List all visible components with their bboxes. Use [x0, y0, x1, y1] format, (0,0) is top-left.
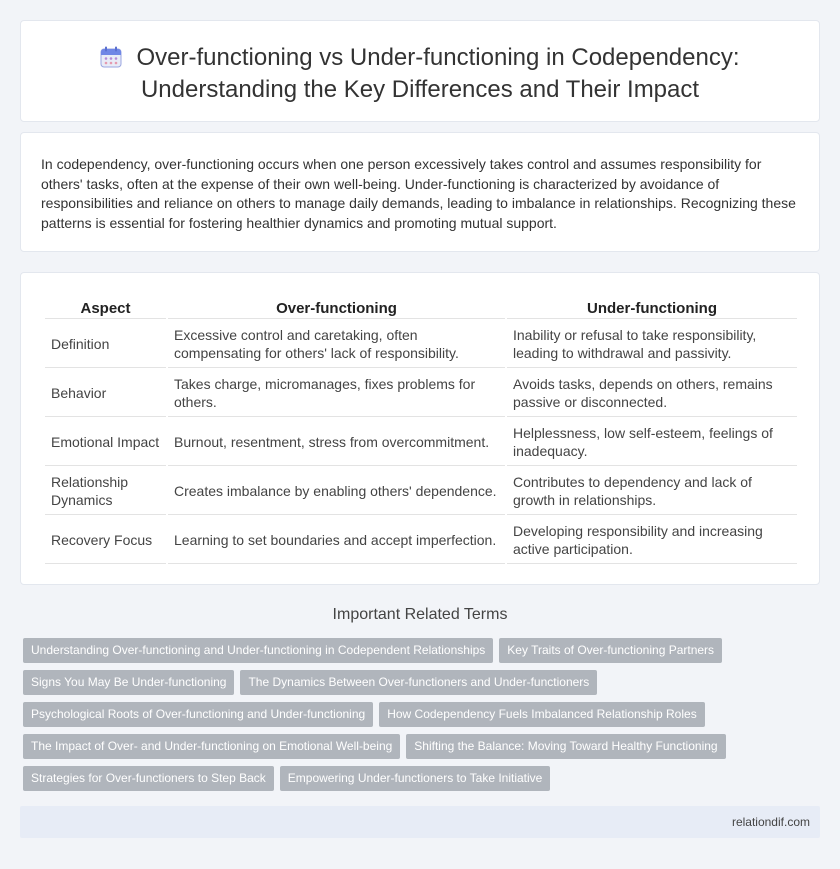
- table-row: [45, 515, 797, 564]
- tag-row: [23, 702, 803, 734]
- over-cell: Creates imbalance by enabling others' dependence.: [168, 466, 505, 515]
- related-term-link[interactable]: Psychological Roots of Over-functioning and Under-functioning: [23, 702, 373, 727]
- footer: [20, 806, 820, 838]
- page-title: [21, 43, 819, 104]
- related-term-link[interactable]: The Impact of Over- and Under-functioning on Emotional Well-being: [23, 734, 400, 759]
- tag-row: [23, 670, 803, 702]
- footer-site-link[interactable]: relationdif.com: [731, 815, 810, 829]
- table-row: [45, 368, 797, 417]
- calendar-icon: [100, 46, 122, 75]
- table-header-row: [45, 295, 797, 319]
- header-under-functioning: Under-functioning: [507, 295, 797, 319]
- related-term-link[interactable]: Signs You May Be Under-functioning: [23, 670, 234, 695]
- related-term-link[interactable]: Empowering Under-functioners to Take Initiative: [280, 766, 551, 791]
- related-terms-heading: Important Related Terms: [332, 606, 508, 623]
- title-line-2: Understanding the Key Differences and Their Impact: [140, 76, 700, 103]
- aspect-cell: Emotional Impact: [45, 417, 166, 466]
- table-row: [45, 417, 797, 466]
- under-cell: Avoids tasks, depends on others, remains passive or disconnected.: [507, 368, 797, 417]
- under-cell: Contributes to dependency and lack of growth in relationships.: [507, 466, 797, 515]
- related-term-link[interactable]: How Codependency Fuels Imbalanced Relationship Roles: [379, 702, 705, 727]
- header-aspect: Aspect: [45, 295, 166, 319]
- related-term-link[interactable]: Understanding Over-functioning and Under-functioning in Codependent Relationships: [23, 638, 493, 663]
- intro-paragraph: In codependency, over-functioning occurs when one person excessively takes control and assumes responsibility for others' tasks, often at the expense of their own well-being. Under-functioning is characterized by avoidance of responsibilities and reliance on others to manage daily demands, leading to imbalance in relationships. Recognizing these patterns is essential for fostering healthier dynamics and promoting mutual support.: [41, 156, 796, 231]
- related-term-link[interactable]: Shifting the Balance: Moving Toward Healthy Functioning: [406, 734, 725, 759]
- comparison-table: [43, 295, 799, 564]
- tag-row: [23, 766, 803, 798]
- header-over-functioning: Over-functioning: [168, 295, 505, 319]
- aspect-cell: Behavior: [45, 368, 166, 417]
- intro-card: [20, 132, 820, 252]
- over-cell: Excessive control and caretaking, often compensating for others' lack of responsibility.: [168, 319, 505, 368]
- related-term-link[interactable]: Strategies for Over-functioners to Step Back: [23, 766, 274, 791]
- title-line-1: Over-functioning vs Under-functioning in Codependency:: [136, 44, 740, 71]
- over-cell: Takes charge, micromanages, fixes problems for others.: [168, 368, 505, 417]
- comparison-card: [20, 272, 820, 585]
- tag-row: [23, 734, 803, 766]
- under-cell: Developing responsibility and increasing active participation.: [507, 515, 797, 564]
- aspect-cell: Recovery Focus: [45, 515, 166, 564]
- under-cell: Helplessness, low self-esteem, feelings of inadequacy.: [507, 417, 797, 466]
- over-cell: Learning to set boundaries and accept imperfection.: [168, 515, 505, 564]
- title-card: [20, 20, 820, 122]
- under-cell: Inability or refusal to take responsibility, leading to withdrawal and passivity.: [507, 319, 797, 368]
- tag-row: [23, 638, 803, 670]
- table-row: [45, 466, 797, 515]
- related-term-link[interactable]: The Dynamics Between Over-functioners and Under-functioners: [240, 670, 597, 695]
- related-term-link[interactable]: Key Traits of Over-functioning Partners: [499, 638, 722, 663]
- related-terms-list: [23, 638, 803, 798]
- over-cell: Burnout, resentment, stress from overcommitment.: [168, 417, 505, 466]
- aspect-cell: Definition: [45, 319, 166, 368]
- table-row: [45, 319, 797, 368]
- aspect-cell: Relationship Dynamics: [45, 466, 166, 515]
